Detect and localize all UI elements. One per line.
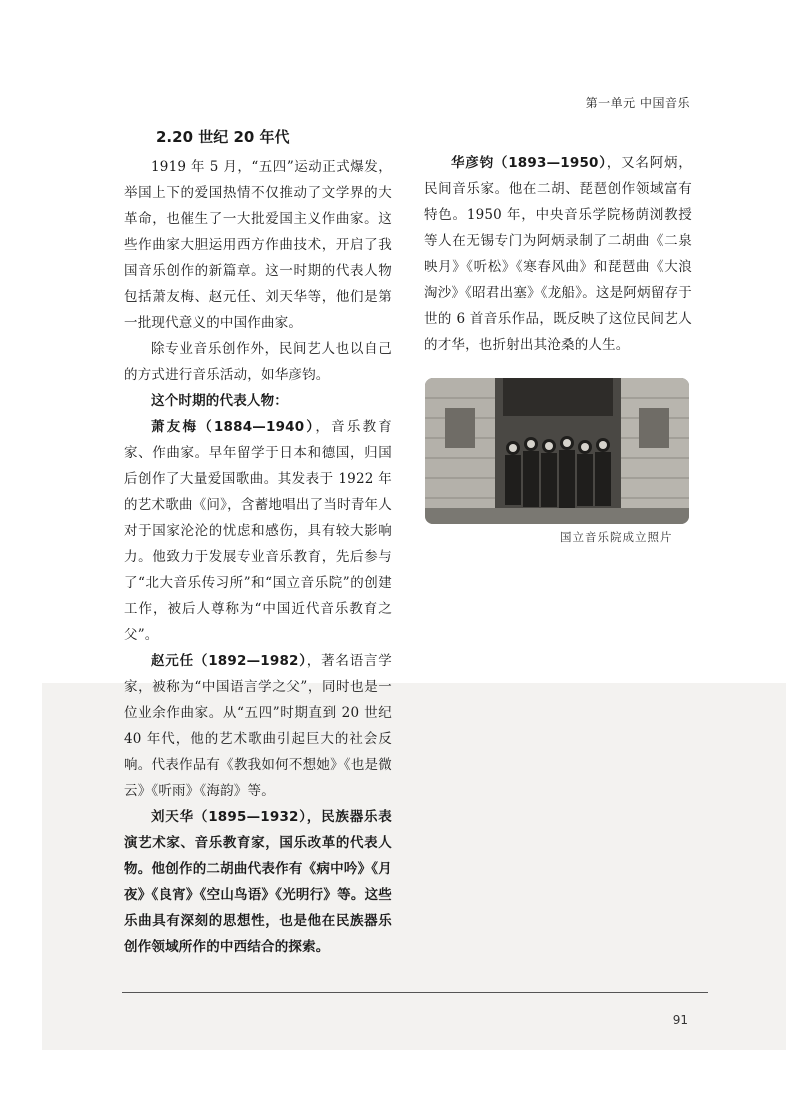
- paragraph-liu-tianhua: [124, 804, 392, 960]
- photo-caption: 国立音乐院成立照片: [560, 530, 673, 544]
- paragraph-zhao-yuanren: [124, 648, 392, 804]
- footer-rule: [122, 992, 708, 993]
- page-number: 91: [672, 1013, 688, 1027]
- text-zhao-yuanren: ，著名语言学家，被称为“中国语言学之父”，同时也是一位业余作曲家。从“五四”时期直到 20 世纪 40 年代，他的艺术歌曲引起巨大的社会反响。代表作品有《教我如何不想她》《也是微云》《听雨》《海韵》等。: [124, 653, 392, 799]
- group-photo-illustration: [425, 378, 689, 524]
- text-hua-yanjun: ，又名阿炳，民间音乐家。他在二胡、琵琶创作领域富有特色。1950 年，中央音乐学院杨荫浏教授等人在无锡专门为阿炳录制了二胡曲《二泉映月》《听松》《寒春风曲》和琵琶曲《大浪淘沙》《昭君出塞》《龙船》。这是阿炳留存于世的 6 首音乐作品，既反映了这位民间艺人的才华，也折射出其沧桑的人生。: [424, 155, 692, 353]
- page-bottom-margin: [42, 1050, 786, 1094]
- left-column: [124, 124, 392, 960]
- paragraph-hua-yanjun: [424, 150, 692, 358]
- paragraph-folk-artists: 除专业音乐创作外，民间艺人也以自己的方式进行音乐活动，如华彦钧。: [124, 341, 392, 383]
- text-liu-tianhua: ，民族器乐表演艺术家、音乐教育家，国乐改革的代表人物。他创作的二胡曲代表作有《病中吟》《月夜》《良宵》《空山鸟语》《光明行》等。这些乐曲具有深刻的思想性，也是他在民族器乐创作领域所作的中西结合的探索。: [124, 809, 392, 955]
- text-xiao-youmei: ，音乐教育家、作曲家。早年留学于日本和德国，归国后创作了大量爱国歌曲。其发表于 1922 年的艺术歌曲《问》，含蓄地唱出了当时青年人对于国家沦沦的忧虑和感伤，具有较大影响力。他致力于发展专业音乐教育，先后参与了“北大音乐传习所”和“国立音乐院”的创建工作，被后人尊称为“中国近代音乐教育之父”。: [124, 419, 392, 643]
- name-hua-yanjun: 华彦钧（1893—1950）: [451, 155, 607, 171]
- paragraph-xiao-youmei: [124, 414, 392, 648]
- name-liu-tianhua: 刘天华（1895—1932）: [151, 809, 307, 825]
- paragraph-representatives-heading: 这个时期的代表人物：: [151, 393, 288, 409]
- paragraph-intro: 1919 年 5 月，“五四”运动正式爆发，举国上下的爱国热情不仅推动了文学界的大革命，也催生了一大批爱国主义作曲家。这些作曲家大胆运用西方作曲技术，开启了我国音乐创作的新篇章。这一时期的代表人物包括萧友梅、赵元任、刘天华等，他们是第一批现代意义的中国作曲家。: [124, 159, 392, 331]
- section-heading: 2.20 世纪 20 年代: [156, 128, 290, 146]
- right-column: [424, 150, 692, 358]
- name-xiao-youmei: 萧友梅（1884—1940）: [151, 419, 316, 435]
- group-photo: [425, 378, 689, 524]
- name-zhao-yuanren: 赵元任（1892—1982）: [151, 653, 307, 669]
- running-header: 第一单元 中国音乐: [585, 96, 690, 110]
